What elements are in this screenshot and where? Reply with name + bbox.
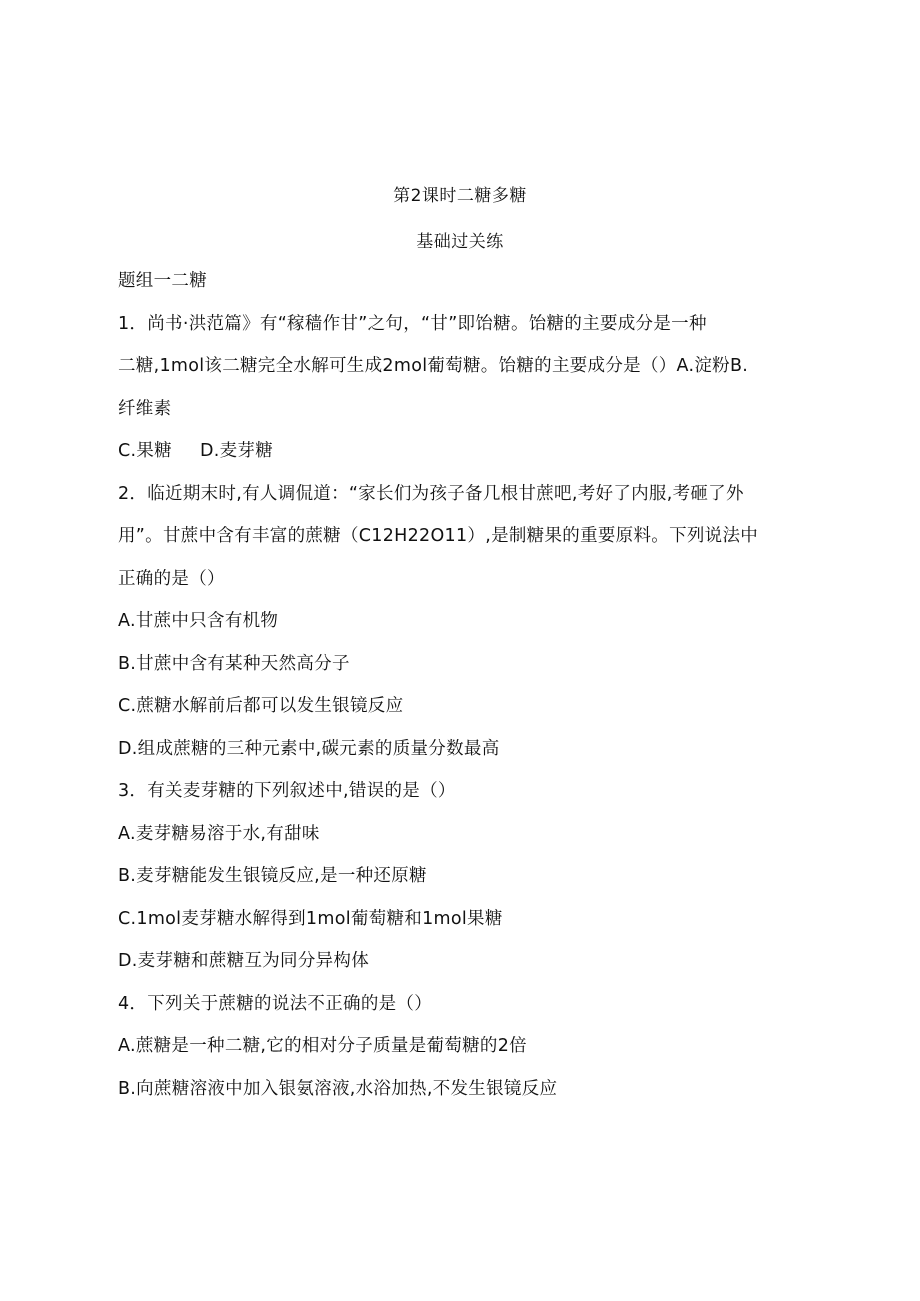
q2-line-2: 用”。甘蔗中含有丰富的蔗糖（C12H22O11）,是制糖果的重要原料。下列说法中 — [118, 526, 759, 546]
q1-line-1: 1．尚书·洪范篇》有“稼穑作甘”之句，“甘”即饴糖。饴糖的主要成分是一种 — [118, 314, 707, 334]
q1-options-cd — [118, 437, 273, 462]
q3-option-a: A.麦芽糖易溶于水,有甜味 — [118, 824, 320, 844]
q4-option-a: A.蔗糖是一种二糖,它的相对分子质量是葡萄糖的2倍 — [118, 1036, 527, 1056]
section-subtitle: 基础过关练 — [416, 232, 504, 252]
q2-option-b: B.甘蔗中含有某种天然高分子 — [118, 654, 350, 674]
lesson-title: 第2课时二糖多糖 — [393, 186, 527, 206]
q3-option-c: C.1mol麦芽糖水解得到1mol葡萄糖和1mol果糖 — [118, 909, 503, 929]
q2-option-d: D.组成蔗糖的三种元素中,碳元素的质量分数最高 — [118, 739, 500, 759]
q4-option-b: B.向蔗糖溶液中加入银氨溶液,水浴加热,不发生银镜反应 — [118, 1079, 558, 1099]
q2-option-c: C.蔗糖水解前后都可以发生银镜反应 — [118, 696, 404, 716]
q3-option-b: B.麦芽糖能发生银镜反应,是一种还原糖 — [118, 866, 427, 886]
q1-option-c: C.果糖 — [118, 441, 172, 461]
q3-option-d: D.麦芽糖和蔗糖互为同分异构体 — [118, 951, 370, 971]
q1-line-2: 二糖,1mol该二糖完全水解可生成2mol葡萄糖。饴糖的主要成分是（）A.淀粉B. — [118, 356, 749, 376]
q2-line-1: 2．临近期末时,有人调侃道：“家长们为孩子备几根甘蔗吧,考好了内服,考砸了外 — [118, 484, 744, 504]
q3-stem: 3．有关麦芽糖的下列叙述中,错误的是（） — [118, 781, 456, 801]
q2-line-3: 正确的是（） — [118, 569, 225, 589]
q1-option-d: D.麦芽糖 — [199, 441, 274, 461]
q2-option-a: A.甘蔗中只含有机物 — [118, 611, 279, 631]
q1-line-3: 纤维素 — [118, 399, 172, 419]
q4-stem: 4．下列关于蔗糖的说法不正确的是（） — [118, 994, 433, 1014]
group-heading: 题组一二糖 — [118, 271, 207, 291]
